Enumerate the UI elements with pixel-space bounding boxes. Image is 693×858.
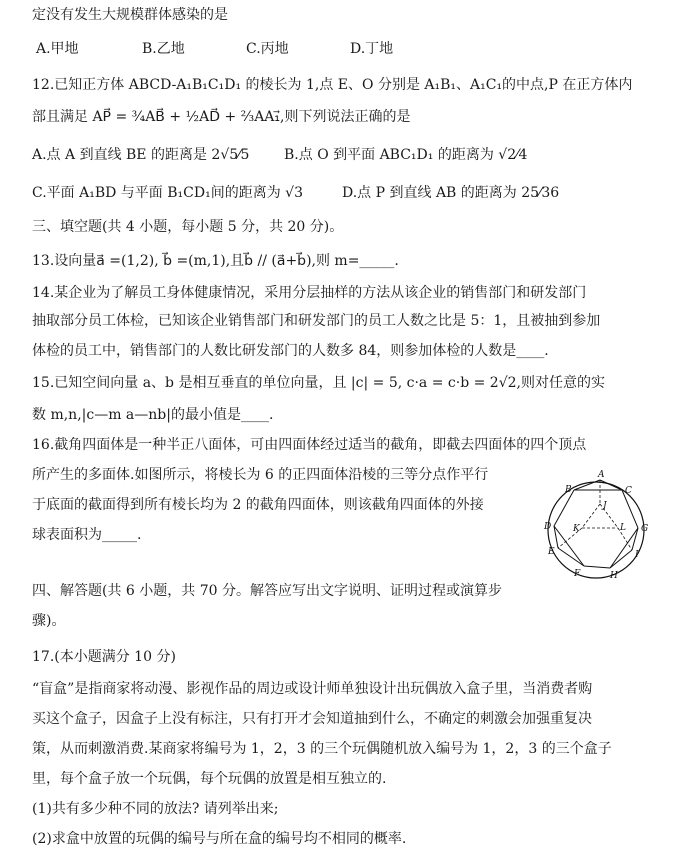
q17-part1: (1)共有多少种不同的放法? 请列举出来;	[32, 801, 279, 817]
q17-heading: 17.(本小题满分 10 分)	[32, 649, 176, 665]
label-d: D	[544, 522, 552, 532]
q11-option-b: B.乙地	[142, 41, 185, 57]
label-k: K	[573, 524, 580, 534]
label-c: C	[625, 486, 632, 496]
label-l: L	[620, 523, 626, 533]
q17-text-line4: 里，每个盒子放一个玩偶，每个玩偶的放置是相互独立的.	[32, 771, 387, 787]
section-3-heading: 三、填空题(共 4 小题，每小题 5 分，共 20 分)。	[32, 219, 344, 235]
q13: 13.设向量a⃗ =(1,2), b⃗ =(m,1),且b⃗ // (a⃗+b⃗),则 m=_____.	[32, 253, 399, 269]
q17-text-line2: 买这个盒子，因盒子上没有标注，只有打开才会知道抽到什么，不确定的刺激会加强重复决	[32, 711, 592, 727]
section-4-heading-line1: 四、解答题(共 6 小题，共 70 分。解答应写出文字说明、证明过程或演算步	[32, 583, 502, 599]
q16-line4: 球表面积为_____.	[32, 527, 142, 543]
label-f: F	[574, 569, 581, 579]
q16-line2: 所产生的多面体.如图所示，将棱长为 6 的正四面体沿棱的三等分点作平行	[32, 467, 489, 483]
section-4-heading-line2: 骤)。	[32, 613, 66, 629]
q14-line3: 体检的员工中，销售部门的人数比研发部门的人数多 84，则参加体检的人数是____.	[32, 343, 549, 359]
q12-option-b: B.点 O 到平面 ABC₁D₁ 的距离为 √2⁄4	[284, 147, 528, 163]
label-g: G	[641, 524, 649, 534]
q12-option-a: A.点 A 到直线 BE 的距离是 2√5⁄5	[32, 147, 250, 163]
q15-line2: 数 m,n,|c—m a—nb|的最小值是____.	[32, 407, 274, 423]
q11-option-d: D.丁地	[350, 41, 394, 57]
truncated-tetrahedron-figure	[524, 468, 664, 580]
q17-part2: (2)求盒中放置的玩偶的编号与所在盒的编号均不相同的概率.	[32, 831, 407, 847]
label-j: J	[603, 501, 607, 511]
label-h: H	[610, 571, 618, 580]
label-b: B	[565, 485, 572, 495]
label-a: A	[598, 470, 605, 480]
q14-line1: 14.某企业为了解员工身体健康情况，采用分层抽样的方法从该企业的销售部门和研发部门	[32, 285, 587, 301]
q15-line1: 15.已知空间向量 a、b 是相互垂直的单位向量，且 |c| = 5, c·a = c·b = 2√2,则对任意的实	[32, 375, 605, 391]
q11-option-a: A.甲地	[36, 41, 79, 57]
label-e: E	[548, 547, 555, 557]
q11-stem-tail: 定没有发生大规模群体感染的是	[32, 7, 228, 23]
label-i: I	[635, 550, 639, 560]
q11-option-c: C.丙地	[246, 41, 289, 57]
q12-option-d: D.点 P 到直线 AB 的距离为 25⁄36	[342, 185, 560, 201]
q16-line1: 16.截角四面体是一种半正八面体，可由四面体经过适当的截角，即截去四面体的四个顶点	[32, 437, 587, 453]
q12-option-c: C.平面 A₁BD 与平面 B₁CD₁间的距离为 √3	[32, 185, 303, 201]
q14-line2: 抽取部分员工体检，已知该企业销售部门和研发部门的员工人数之比是 5：1，且被抽到参加	[32, 313, 601, 329]
q12-stem-line1: 12.已知正方体 ABCD-A₁B₁C₁D₁ 的棱长为 1,点 E、O 分别是 A₁B₁、A₁C₁的中点,P 在正方体内	[32, 77, 633, 93]
q16-line3: 于底面的截面得到所有棱长均为 2 的截角四面体，则该截角四面体的外接	[32, 497, 484, 513]
q17-text-line1: “盲盒”是指商家将动漫、影视作品的周边或设计师单独设计出玩偶放入盒子里，当消费者购	[32, 681, 593, 697]
q17-text-line3: 策，从而刺激消费.某商家将编号为 1，2，3 的三个玩偶随机放入编号为 1，2，3 的三个盒子	[32, 741, 612, 757]
q12-stem-line2: 部且满足 AP⃗ = ³⁄₄AB⃗ + ½AD⃗ + ⅔AA₁⃗,则下列说法正确的是	[32, 109, 411, 125]
